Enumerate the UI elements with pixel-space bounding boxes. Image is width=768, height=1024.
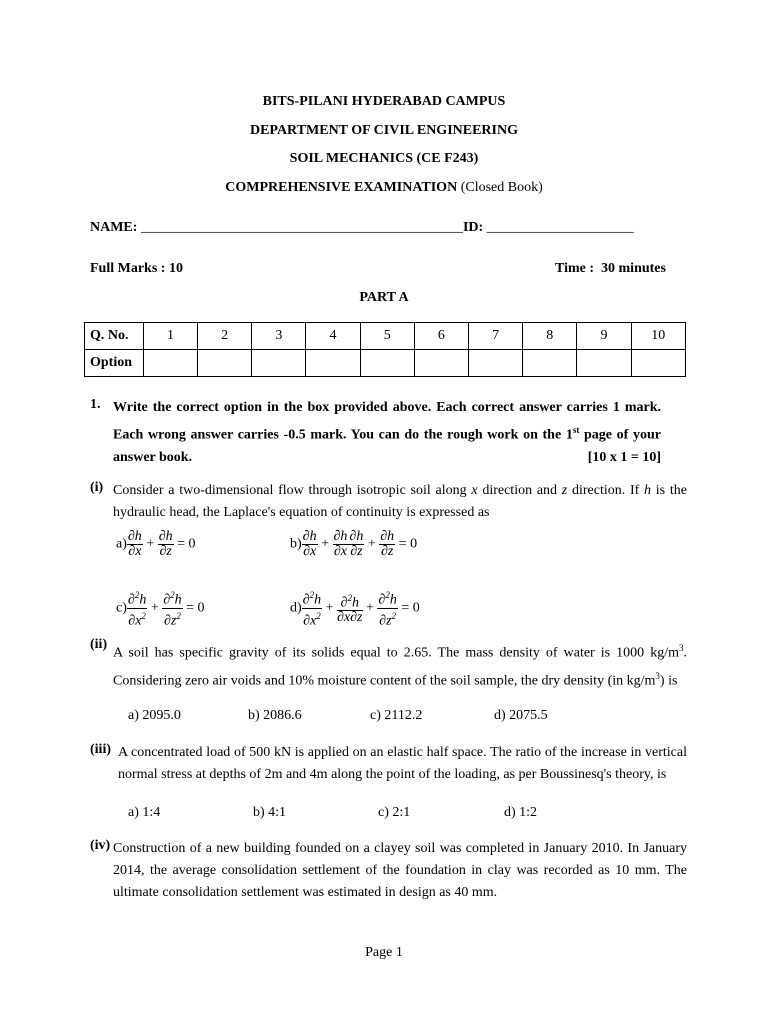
instruction-marks: [10 x 1 = 10]: [587, 449, 661, 465]
instruction-text-a: Write the correct option in the box provided above. Each correct answer carries 1 mark. Each wrong answer carries -0.5 mark. You can do the rough work on the 1: [113, 400, 661, 443]
option-cell[interactable]: [523, 350, 577, 377]
q2-sup2: 3: [655, 670, 660, 681]
option-cell[interactable]: [143, 350, 197, 377]
q4-text: Construction of a new building founded on a clayey soil was completed in January 2010. In January 2014, the average consolidation settlement of the foundation in clay was recorded as 10 mm. The ultimate consolidation settlement was estimated in design as 40 mm.: [113, 841, 687, 900]
option-cell[interactable]: [631, 350, 685, 377]
q3-text: A concentrated load of 500 kN is applied on an elastic half space. The ratio of the increase in vertical normal stress at depths of 2m and 4m along the point of the loading, as per Boussinesq's theory, is: [118, 745, 687, 782]
q1-text-a: Consider a two-dimensional flow through isotropic soil along: [113, 483, 472, 498]
option-cell[interactable]: [468, 350, 522, 377]
q3-option-d[interactable]: d) 1:2: [504, 805, 538, 820]
table-row: [85, 350, 686, 377]
q2-option-b[interactable]: b) 2086.6: [248, 708, 302, 723]
q1-number: (i): [90, 480, 104, 495]
qno-cell: 4: [306, 323, 360, 350]
time-allowed: Time : 30 minutes: [555, 261, 666, 276]
option-cell[interactable]: [414, 350, 468, 377]
option-cell[interactable]: [306, 350, 360, 377]
option-header: Option: [85, 350, 144, 377]
qno-cell: 8: [523, 323, 577, 350]
answer-table: [84, 322, 686, 377]
q2-option-d[interactable]: d) 2075.5: [494, 708, 548, 723]
q1-h: h: [644, 483, 652, 498]
qno-cell: 1: [143, 323, 197, 350]
q3-number: (iii): [90, 742, 111, 757]
q2-text: [113, 637, 687, 692]
instruction-number: 1.: [90, 397, 101, 412]
q3-option-c[interactable]: c) 2:1: [378, 805, 411, 820]
q1-option-d[interactable]: d) $\frac{\partial^2h}{\partial x^2}$ + $\frac{\partial^2h}{\partial x\partial z}$ + $\frac{\partial^2h}{\partial z^2}$ = 0: [290, 590, 420, 629]
part-title: PART A: [359, 290, 409, 305]
exam-type: COMPREHENSIVE EXAMINATION: [225, 180, 458, 195]
q1-text-b: direction and: [477, 483, 562, 498]
qno-header: Q. No.: [85, 323, 144, 350]
exam-title: [0, 180, 768, 196]
campus-title: BITS-PILANI HYDERABAD CAMPUS: [262, 94, 506, 109]
qno-cell: 6: [414, 323, 468, 350]
q2-text-c: ) is: [659, 673, 678, 689]
qno-cell: 5: [360, 323, 414, 350]
q1-option-c[interactable]: c) $\frac{\partial^2h}{\partial x^2}$ + $\frac{\partial^2h}{\partial z^2}$ = 0: [116, 590, 205, 629]
instruction-text: [113, 397, 661, 469]
name-id-line: [90, 220, 634, 236]
qno-cell: 9: [577, 323, 631, 350]
q2-text-a: A soil has specific gravity of its solids equal to 2.65. The mass density of water is 1000 kg/m: [113, 645, 679, 661]
id-label: ID:: [462, 220, 484, 235]
q1-option-d-label: d): [290, 600, 302, 616]
option-cell[interactable]: [198, 350, 252, 377]
q1-x: x: [471, 483, 478, 498]
q3-option-a[interactable]: a) 1:4: [128, 805, 161, 820]
qno-cell: 7: [468, 323, 522, 350]
page-number: Page 1: [365, 945, 403, 960]
q3-option-b[interactable]: b) 4:1: [253, 805, 287, 820]
q1-text-c: direction. If: [567, 483, 645, 498]
q1-option-a[interactable]: a) $\frac{\partial h}{\partial x}$ + $\frac{\partial h}{\partial z}$ = 0: [116, 529, 196, 559]
table-row: [85, 323, 686, 350]
full-marks: Full Marks : 10: [90, 261, 183, 276]
qno-cell: 10: [631, 323, 685, 350]
option-cell[interactable]: [252, 350, 306, 377]
name-label: NAME:: [90, 220, 138, 235]
q4-number: (iv): [90, 838, 111, 853]
q1-z: z: [561, 483, 568, 498]
q1-option-b[interactable]: b) $\frac{\partial h}{\partial x}$ + $\frac{\partial h}{\partial x}$ $\frac{\partial h}{\partial z}$ + $\frac{\partial h}{\partial z}$ = 0: [290, 529, 418, 559]
course-title: SOIL MECHANICS (CE F243): [289, 151, 479, 166]
q2-option-a[interactable]: a) 2095.0: [128, 708, 181, 723]
instruction-sup: st: [572, 425, 580, 435]
id-blank[interactable]: _____________________: [486, 220, 634, 235]
q1-option-b-label: b): [290, 536, 302, 552]
q1-text-d: is the hydraulic head, the Laplace's equation of continuity is expressed as: [113, 483, 687, 520]
department-title: DEPARTMENT OF CIVIL ENGINEERING: [249, 123, 518, 138]
option-cell[interactable]: [577, 350, 631, 377]
q2-sup1: 3: [679, 643, 684, 653]
qno-cell: 3: [252, 323, 306, 350]
q2-text-b: . Considering zero air voids and 10% moisture content of the soil sample, the dry density (in kg/m: [113, 645, 687, 689]
exam-mode: (Closed Book): [460, 180, 543, 195]
q2-option-c[interactable]: c) 2112.2: [370, 708, 423, 723]
q1-option-a-label: a): [116, 536, 127, 552]
qno-cell: 2: [198, 323, 252, 350]
instruction-text-b: page of your answer book.: [113, 427, 661, 465]
option-cell[interactable]: [360, 350, 414, 377]
q1-option-c-label: c): [116, 600, 127, 616]
name-blank[interactable]: ______________________________________________: [140, 220, 463, 235]
q2-number: (ii): [90, 637, 108, 652]
q1-text: [113, 480, 687, 524]
